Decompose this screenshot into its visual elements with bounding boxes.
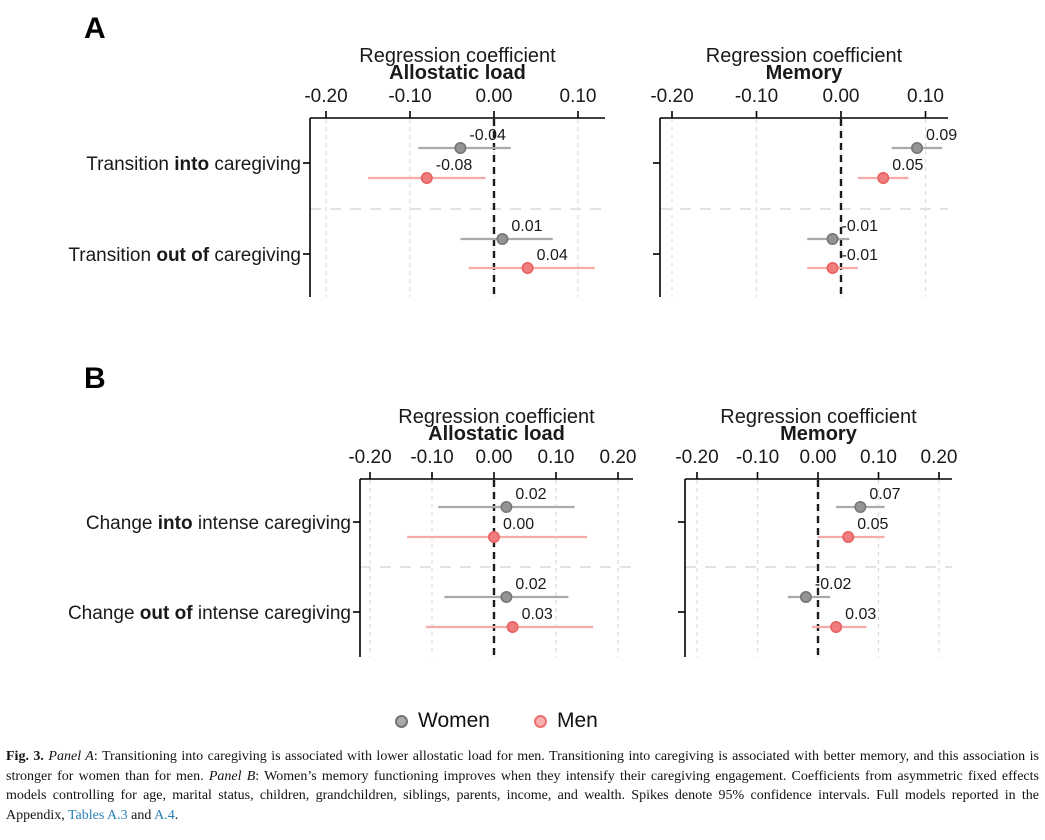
row-label: Transition out of caregiving: [68, 245, 301, 266]
x-tick-label: 0.00: [475, 86, 513, 107]
axis-title: Regression coefficient: [705, 45, 903, 67]
x-tick-label: 0.10: [907, 86, 944, 107]
x-tick-label: 0.00: [475, 447, 513, 468]
caption-link[interactable]: Tables A.3: [67, 807, 128, 823]
legend-item-women: [395, 709, 490, 733]
estimate-value-label: 0.01: [511, 218, 543, 235]
caption-text-run: .: [174, 807, 179, 823]
x-tick-label: 0.10: [537, 447, 575, 468]
estimate-dot: [522, 263, 532, 273]
estimate-value-label: 0.04: [536, 247, 568, 264]
estimate-dot: [455, 143, 465, 153]
estimate-dot: [878, 173, 888, 183]
plot-b-memory: [675, 406, 957, 657]
women-dot-icon: [395, 715, 408, 728]
estimate-dot: [912, 143, 922, 153]
estimate-dot: [501, 502, 511, 512]
plot-a-memory: [650, 45, 957, 297]
estimate-dot: [497, 234, 507, 244]
x-tick-label: -0.10: [735, 447, 780, 468]
estimate-value-label: 0.07: [869, 486, 901, 503]
caption-text-run: and: [127, 807, 155, 823]
row-label: Change out of intense caregiving: [67, 603, 351, 624]
plot-b-allostatic-load: [68, 406, 637, 657]
x-tick-label: -0.10: [410, 447, 454, 468]
estimate-value-label: -0.04: [469, 127, 506, 144]
legend-label-women: Women: [418, 709, 490, 732]
estimate-value-label: -0.02: [814, 576, 852, 593]
figure-caption: [6, 747, 1039, 825]
panel-a-plots: [68, 45, 957, 297]
x-tick-label: -0.20: [650, 86, 694, 107]
estimate-value-label: 0.00: [503, 516, 535, 533]
estimate-dot: [507, 622, 517, 632]
estimate-value-label: 0.02: [515, 576, 547, 593]
x-tick-label: 0.00: [822, 86, 860, 107]
x-tick-label: -0.20: [348, 447, 392, 468]
x-tick-label: 0.00: [799, 447, 837, 468]
estimate-dot: [422, 173, 432, 183]
x-tick-label: -0.20: [675, 447, 719, 468]
estimate-value-label: 0.05: [892, 157, 924, 174]
estimate-dot: [489, 532, 499, 542]
x-tick-label: 0.10: [860, 447, 897, 468]
legend: [395, 709, 598, 733]
estimate-value-label: 0.03: [521, 606, 553, 623]
caption-text-run: : Transitioning into caregiving is associated with lower allostatic load for men. Transitioning into caregiving is associated with better memory, and this association is stronger for women than for men.: [6, 749, 1039, 784]
men-dot-icon: [534, 715, 547, 728]
axis-title: Regression coefficient: [359, 45, 556, 67]
x-tick-label: 0.20: [920, 447, 958, 468]
outcome-title: Allostatic load: [428, 423, 565, 445]
estimate-dot: [501, 592, 511, 602]
row-label: Change into intense caregiving: [85, 513, 351, 534]
estimate-value-label: -0.01: [841, 247, 879, 264]
estimate-value-label: -0.01: [841, 218, 879, 235]
caption-text-run: Panel A: [48, 749, 94, 764]
estimate-dot: [831, 622, 841, 632]
x-tick-label: -0.10: [734, 86, 779, 107]
estimate-value-label: -0.08: [435, 157, 473, 174]
estimate-value-label: 0.03: [845, 606, 877, 623]
outcome-title: Memory: [765, 62, 843, 84]
caption-text-run: Panel B: [208, 768, 256, 784]
axis-title: Regression coefficient: [398, 406, 595, 428]
x-tick-label: 0.10: [559, 86, 597, 107]
panel-b-label: B: [84, 362, 106, 395]
estimate-dot: [801, 592, 811, 602]
x-tick-label: -0.20: [304, 86, 348, 107]
plot-a-allostatic-load: [68, 45, 605, 297]
caption-text-run: Fig. 3.: [6, 749, 44, 764]
panel-a-label: A: [84, 12, 106, 45]
row-label: Transition into caregiving: [86, 154, 301, 175]
estimate-dot: [827, 263, 837, 273]
caption-link[interactable]: A.4: [154, 807, 175, 823]
outcome-title: Memory: [780, 423, 857, 445]
legend-label-men: Men: [556, 709, 598, 732]
estimate-dot: [855, 502, 865, 512]
axis-title: Regression coefficient: [720, 406, 917, 428]
x-tick-label: -0.10: [388, 86, 432, 107]
estimate-dot: [827, 234, 837, 244]
caption-text-run: : Women’s memory functioning improves when they intensify their caregiving engagement. Coefficients from asymmetric fixed effects models controlling for age, marital status, children, grandchildren, siblings, parents, income, and wealth. Spikes denote 95% confidence intervals. Full models reported in the Appendix,: [6, 768, 1039, 823]
estimate-dot: [843, 532, 853, 542]
estimate-value-label: 0.09: [926, 127, 958, 144]
outcome-title: Allostatic load: [389, 62, 526, 84]
estimate-value-label: 0.02: [515, 486, 547, 503]
legend-item-men: [534, 709, 598, 733]
panel-b-plots: [68, 406, 958, 657]
estimate-value-label: 0.05: [857, 516, 889, 533]
x-tick-label: 0.20: [599, 447, 637, 468]
